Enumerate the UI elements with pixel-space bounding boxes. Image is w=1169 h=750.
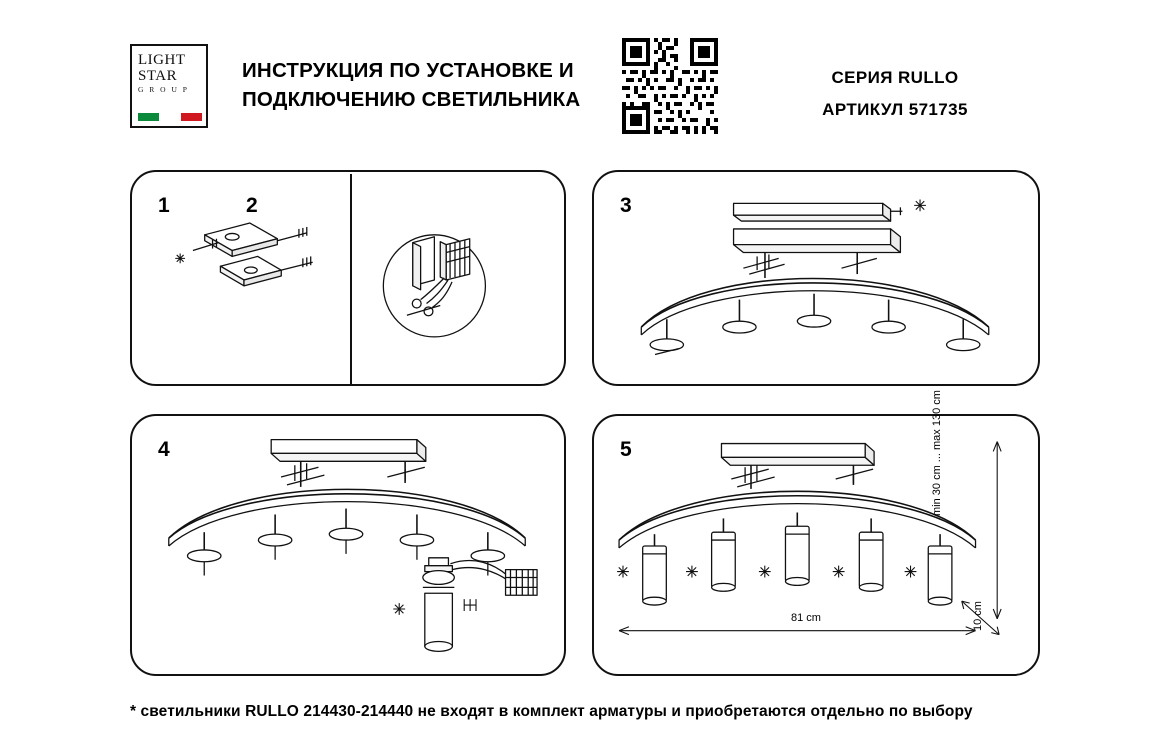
logo-text-light: LIGHT	[138, 52, 186, 68]
footnote: * светильники RULLO 214430-214440 не входят в комплект арматуры и приобретаются отдельно по выбору	[130, 703, 973, 720]
ceiling-bar	[271, 440, 426, 462]
cylinder-lamp	[859, 518, 883, 591]
step-5-illustration	[594, 416, 1038, 674]
width-dimension-label: 81 cm	[791, 612, 821, 624]
step-panel-4	[130, 414, 566, 676]
product-series: СЕРИЯ RULLO	[831, 68, 959, 87]
step-number-2: 2	[246, 194, 258, 217]
step-4-illustration	[132, 416, 564, 674]
mounting-plate	[175, 223, 312, 286]
qr-code-icon	[622, 38, 718, 134]
lamp-holder	[947, 319, 980, 350]
ceiling-bar-mounted	[734, 229, 901, 253]
product-article: АРТИКУЛ 571735	[822, 100, 968, 119]
page-title	[242, 56, 642, 114]
depth-dimension-label: 10 cm	[972, 601, 984, 631]
brand-logo	[130, 44, 208, 128]
page-title-line1: ИНСТРУКЦИЯ ПО УСТАНОВКЕ И	[242, 59, 574, 82]
italian-flag-icon	[138, 113, 202, 121]
lamp-holder	[329, 509, 362, 554]
width-dimension	[619, 627, 975, 635]
lamp-holder	[872, 300, 905, 333]
page-title-line2: ПОДКЛЮЧЕНИЮ СВЕТИЛЬНИКА	[242, 88, 581, 111]
product-info	[750, 62, 1040, 126]
step-3-illustration	[594, 172, 1038, 384]
step-panel-5	[592, 390, 1040, 676]
step-panel-1-2	[130, 170, 566, 386]
cylinder-lamp	[643, 534, 667, 605]
step-panel-3	[592, 170, 1040, 386]
step-number-5: 5	[620, 438, 632, 461]
lamp-holder	[187, 532, 220, 575]
cylinder-lamp	[785, 513, 809, 586]
logo-text-star: STAR	[138, 68, 178, 84]
document-header	[130, 36, 1040, 136]
ceiling-bar	[721, 444, 874, 466]
height-dimension-label: min 30 cm ... max 130 cm	[931, 390, 943, 516]
detached-lamp	[393, 558, 537, 652]
lamp-holder	[400, 514, 433, 559]
cylinder-lamp	[712, 518, 736, 591]
lamp-holder	[723, 300, 756, 333]
lamp-holder	[258, 514, 291, 559]
lamp-holder	[797, 294, 830, 327]
step-number-4: 4	[158, 438, 170, 461]
wiring-detail	[383, 235, 485, 337]
step-number-1: 1	[158, 194, 170, 217]
height-dimension	[993, 442, 1001, 619]
logo-text-group: G R O U P	[138, 85, 189, 94]
cylinder-lamp	[928, 534, 952, 605]
ceiling-bar-upper	[734, 199, 926, 221]
step-number-3: 3	[620, 194, 632, 217]
step-1-2-illustration	[132, 172, 564, 384]
